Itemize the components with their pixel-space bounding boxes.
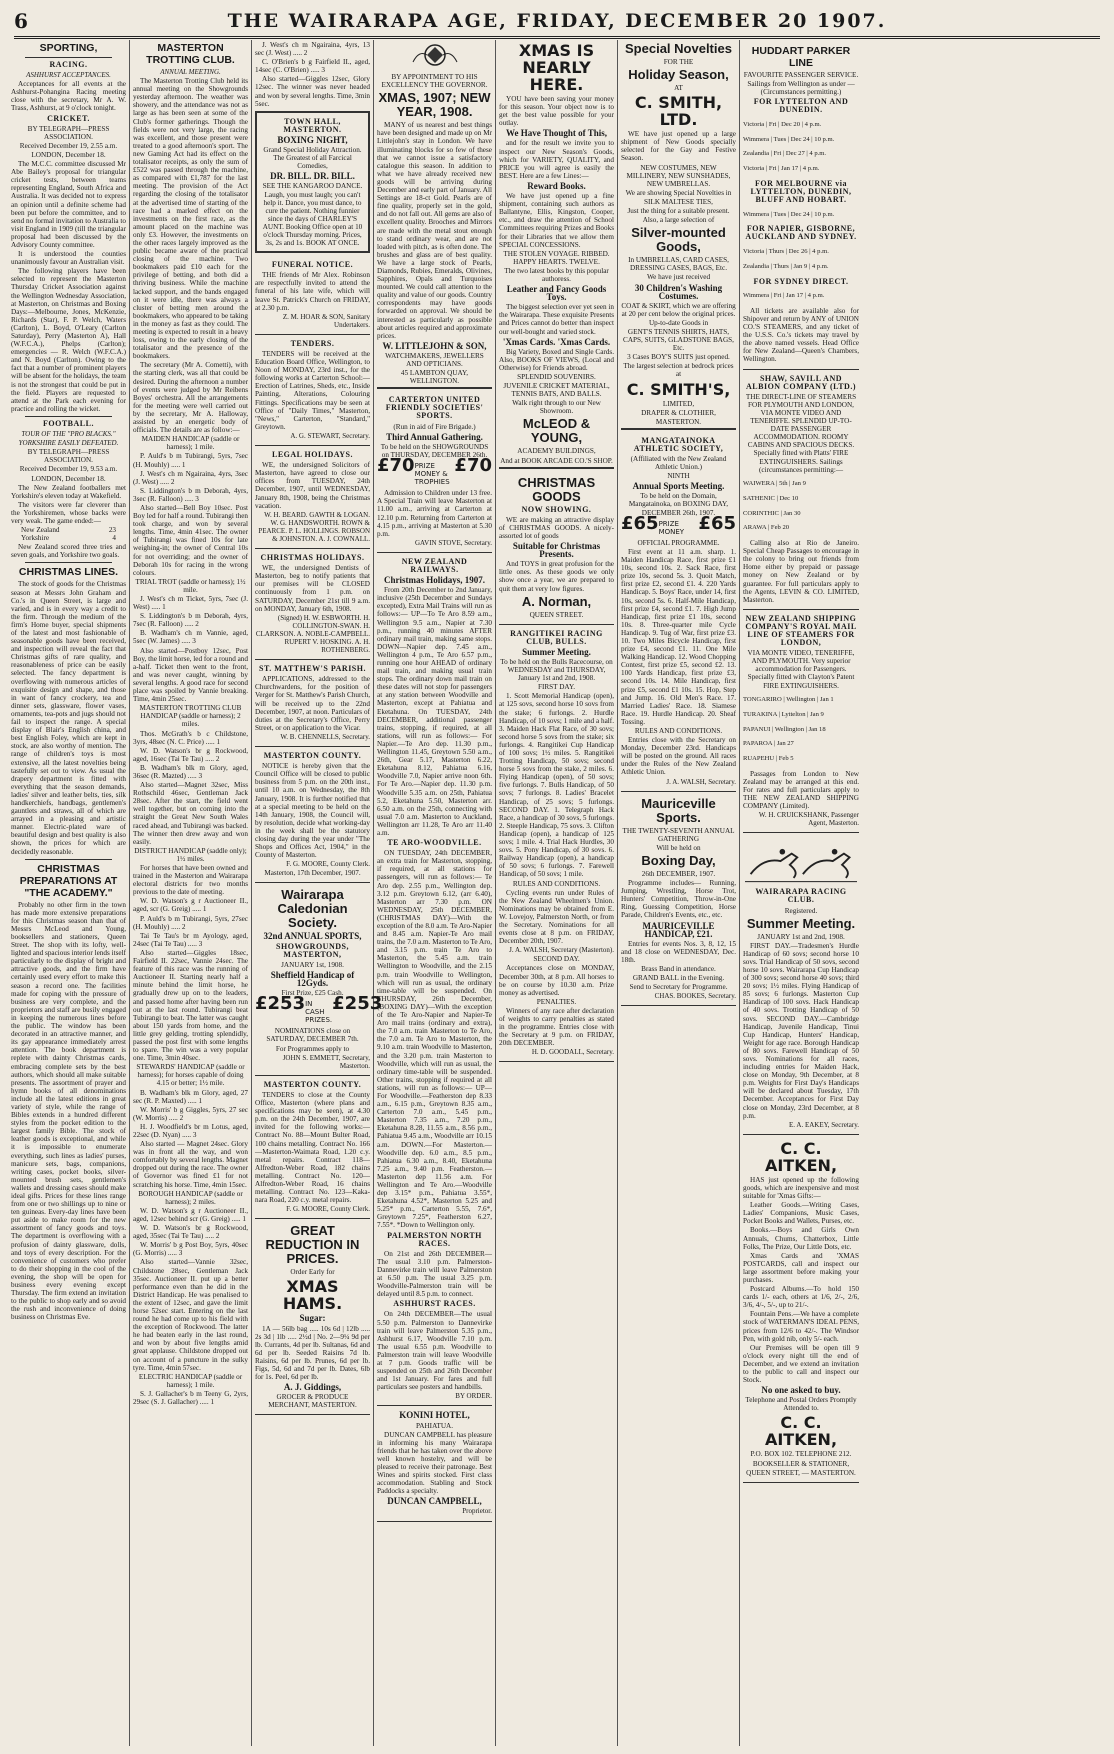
advert-wairarapa-racing: WAIRARAPA RACING CLUB. Registered. Summer Meeting. JANUARY 1st and 2nd, 1908. FIRST DAY.—Tradesmen's Hurdle Handicap of 60 sovs; second horse 10 sovs. Trial Handicap of 50 sovs, second horse 10 sovs. Wairarapa Cup Handicap of 300 sovs; second horse 40 sovs; third 20 sovs; 1½ miles. Flying Handicap of 85 sovs; 6 furlongs. Masterton Cup Handicap of 100 sovs. Hack Handicap of 40 sovs. Trotting Handicap of 50 sovs. SECOND DAY.—Cambridge Handicap, Juvenile Handicap, Tinui Cup Handicap, Hunters' Handicap, Weight for age race. Borough Handicap of 80 sovs. Farewell Handicap of 50 sovs. Nominations for all races, including entries for Maiden Hack, close on Monday, 9th December, at 8 p.m. Weights for First Day's Handicaps will be declared about Tuesday, 17th December. Acceptances for First Day close on Monday, 23rd December, at 8 p.m. E. A. EAKEY, Secretary.	[743, 833, 859, 1135]
subheading: CRICKET.	[47, 113, 90, 123]
article-text: New Zealand scored three tries and seven goals, and Yorkshire two goals.	[11, 543, 126, 560]
article-text: The Masterton Trotting Club held its annual meeting on the Showgrounds yesterday afternoon. The weather was showery, and the attendance was not as large as has been seen at some of the Club's former gatherings. Though the fields were not very large, the racing was excellent, and those present were treated to a good afternoon's sport. The new Gaming Act had its effect on the totalisator receipts, as only the sum of £522 was passed through the machine, as compared with £1,787 for the last meeting. The provision of the Act regarding the closing of the totalisator at the advertised time of starting of the race had a marked effect on the investments on the first race, as the amount placed on the machine was only £3. However, the investments on the other races largely improved as the public became aware of the practical closing of the machine. Two bookmakers paid £10 each for the privilege of betting, and both did a thriving business. While the machine lacked support, and the bands engaged on it were idle, there was always a cluster of betting men around the bookmakers, who appeared to be taking in the money as fast as they could. The meeting is expected to result in a heavy loss, owing to the early closing of the totalisator and the presence of the bookmakers.	[133, 77, 248, 361]
race-result: Thos. McGrath's b c Childstone, 3yrs, 48sec (N. C. Price) ..... 1	[133, 729, 248, 746]
subheading: RACING.	[49, 60, 88, 69]
race-result: W. D. Watson's g r Auctioneer II., aged, 12sec behind scr (G. Greig) ..... 1	[133, 1206, 248, 1223]
race-result: J. West's ch m Ngairaina, 4yrs, 13 sec (J. West) ..... 2	[255, 41, 370, 58]
column-7	[740, 40, 862, 1746]
article-text: The visitors were far cleverer than the Yorkshiremen, whose backs were very weak. The game ended:—	[11, 500, 126, 525]
race-result: S. Liddington's b m Deborah, 4yrs, 7sec (R. Falloon) ..... 2	[133, 612, 248, 629]
royal-crest-icon	[377, 40, 492, 72]
race-result: P. Auld's b m Tubirangi, 5yrs, 7sec (H. Mouhly) ..... 1	[133, 452, 248, 469]
subheading: FOOTBALL.	[43, 418, 94, 428]
advert-christmas-holidays: CHRISTMAS HOLIDAYS. WE, the undersigned Dentists of Masterton, beg to notify patients that our premises will be CLOSED continuously from 1 p.m. on SATURDAY, December 21st till 9 a.m. on MONDAY, January 6th, 1908. (Signed) H. W. ESBWORTH. H. COLLINGTON-SWAN. H. CLARKSON. A. NOBLE-CAMPBELL. RUPERT V. HOSKING. A. H. ROTHENBERG.	[255, 549, 370, 660]
subheading: ASHHURST ACCEPTANCES.	[26, 71, 111, 80]
advert-konini-hotel: KONINI HOTEL, PAHIATUA. DUNCAN CAMPBELL has pleasure in informing his many Wairarapa friends that he has taken over the above well known hostelry, and will be pleased to receive their patronage. Best Wines and spirits stocked. First class accommodation. Stabling and Stock Paddocks a specialty. DUNCAN CAMPBELL, Proprietor.	[377, 1406, 492, 1521]
column-6: Special Novelties FOR THE Holiday Season, AT C. SMITH, LTD. WE have just opened up a large shipment of New Goods specially selected for the Gay and Festive Season. NEW COSTUMES, NEW MILLINERY, NEW SUNSHADES, NEW UMBRELLAS. We are showing Special Novelties in SILK MALTESE TIES, Just the thing for a suitable present. Also, a large selection of Silver-mounted Goods, In UMBRELLAS, CARD CASES, DRESSING CASES, BAGS, Etc. We have just received 30 Children's Washing Costumes. COAT & SKIRT, which we are offering at 20 per cent below the original prices. Up-to-date Goods in GENT'S TENNIS SHIRTS, HATS, CAPS, SUITS, GLADSTONE BAGS, Etc. 3 Cases BOY'S SUITS just opened. The largest selection at bedrock prices at C. SMITH'S, LIMITED, DRAPER & CLOTHIER, MASTERTON. MANGATAINOKA ATHLETIC SOCIETY, (Affiliated with the New Zealand Athletic Union.) NINTH Annual Sports Meeting. To be held on the Domain, Mangatainoka, on BOXING DAY, DECEMBER 26th, 1907. £65 PRIZE MONEY £65 OFFICIAL PROGRAMME. First event at 11 a.m. sharp. 1. Maiden Handicap Race, first prize £1 10s, second 10s. 2. Sack Race, first prize 10s, second 5s. 3. Quoit Match, first prize £2, second £1. 4. 220 Yards Handicap. 5. Boys' Race, under 14, first 10s, second 5s. 6. Half-Mile Handicap, first prize £4, second £1. 7. High Jump Handicap, first prize £1 10s, second 10s. 8. Three-quarter mile Cycle Handicap. 9. Tug of War, first prize £3. 10. Two Miles Bicycle Handicap, first prize £4, second £1. 11. One Mile Walking Handicap. 12. Wood Chopping Contest, first prize £5, second £2. 13. 100 Yards Handicap, first prize £3, second 10s. 14. Mile Handicap, first prize £5, second £1 10s. 15. Hop, Step and Jump. 16. Old Men's Race. 17. Married Ladies' Race. 18. Siamese Race. 19. Hurdle Handicap. 20. Sheaf Tossing. RULES AND CONDITIONS. Entries close with the Secretary on Monday, December 23rd. Handicaps will be posted on the ground. All races under the Rules of the New Zealand Athletic Union. J. A. WALSH, Secretary. Mauriceville Sports. THE TWENTY-SEVENTH ANNUAL GATHERING Will be held on Boxing Day, 26th DECEMBER, 1907. Programme includes— Running, Jumping, Wrestling, Horse Trot, Hunters' Competition, Throw-in-One Ring, Guessing Competition, Horse Parade, Children's Events, etc., etc. MAURICEVILLE HANDICAP, £21. Entries for events Nos. 3, 8, 12, 15 and 18 close on WEDNESDAY, Dec. 18th. Brass Band in attendance. GRAND BALL in the Evening. Send to Secretary for Programme. CHAS. BOOKES, Secretary.	[618, 40, 740, 1746]
article-text: Also started—Giggles 12sec, Glory 12sec. The winner was never headed and won by several lengths. Time, 3min 5sec.	[255, 75, 370, 108]
article-text: MANY of us nearest and best things have been designed and made up on Mr Littlejohn's stay in London. We have illuminating blocks for so few of these that we cannot issue a satisfactory catalogue this season. In addition to what we have already received new goods will be arriving during December and early part of January. All Settings are 18-ct Gold. Pearls are of fine quality, properly set in the gold, and do not fall out. All gems are also of excellent quality. Brooches and Mirrors are made with the metal stout enough to stand ordinary wear, and are not loaded with pitch, as is often done. The brushes and glass are of best quality. We have a large stock of Pearls, Diamonds, Rubies, Emeralds, Olivines, Sapphires, Opals and Turquoises mounted. We could call attention to the quality and value of our goods. Country correspondents may have goods forwarded on approval. We should be interested as particularly as possible about articles required and approximate prices.	[377, 121, 492, 340]
subheading: TOUR OF THE "PRO BLACKS."	[21, 430, 116, 439]
advert-friendly-societies: CARTERTON UNITED FRIENDLY SOCIETIES' SPORTS. (Run in aid of Fire Brigade.) Third Annual Gathering. To be held on the SHOWGROUNDS on THURSDAY, DECEMBER 26th. £70 PRIZE MONEY & TROPHIES £70 Admission to Children under 13 free. A Special Train will leave Masterton at 11.00 a.m., arriving at Carterton at 12.10 p.m. Returning from Carterton at 4.15 p.m., arriving at Masterton at 5.30 p.m. GAVIN STOVE, Secretary.	[377, 391, 492, 553]
race-result: B. Wadham's ch m Vannie, aged, 5sec (W. James) ..... 3	[133, 629, 248, 646]
advert-tenders: TENDERS. TENDERS will be received at the Education Board Office, Wellington, to Noon of MONDAY, 23rd inst., for the following works at Carterton School:— Erection of Latrines, Sheds, etc., Inside Painting, Alterations, Colouring Fittings. Specifications may be seen at Office of "Daily Times," Masterton, "News," Carterton, "Standard," Greytown. A. G. STEWART, Secretary.	[255, 335, 370, 446]
race-result: W. D. Watson's g r Auctioneer II., aged, scr (G. Greig) ..... 1	[133, 897, 248, 914]
masthead	[14, 6, 1100, 39]
article-text: Also started—Postboy 12sec, Post Boy, the limit horse, led for a round and a-half. Ticket then went to the front, and was never caught, winning by several lengths. A good race for second place was spoiled by Vannie breaking. Time, 4min 25sec.	[133, 646, 248, 704]
race-result: S. Liddington's b m Deborah, 4yrs, 3sec (R. Falloon) ..... 3	[133, 486, 248, 503]
column-3	[252, 40, 383, 1746]
race-result: J. West's ch m Ticket, 5yrs, 7sec (J. West) ..... 1	[133, 595, 248, 612]
score-row: New Zealand 23	[21, 526, 116, 535]
dateline: Received December 19, 2.55 a.m.	[19, 141, 118, 150]
race-heading: DISTRICT HANDICAP (saddle only); 1½ miles.	[134, 846, 247, 863]
race-result: P. Auld's b m Tubirangi, 5yrs, 27sec (H. Mouhly) ..... 2	[133, 914, 248, 931]
appointment-line: BY APPOINTMENT TO HIS EXCELLENCY THE GOVERNOR.	[381, 73, 488, 90]
prize-money-row: £70 PRIZE MONEY & TROPHIES £70	[377, 454, 492, 487]
score-row: Yorkshire 4	[21, 534, 116, 543]
article-text: Also started—Giggles 18sec, Fairfield II. 22sec, Vannie 24sec. The feature of this race was the running of Auctioneer II. Starting nearly half a minute behind the limit horse, he gradually drew up on to the leaders, and passed home after having been run out at the last round. Tubirangi beat Tubirangi to beat. The latter was caught about 150 yards from home, and the little grey gelding, trotting splendidly, passed the post first with some lengths to spare. The win was a very popular one. Time, 3min 40sec.	[133, 948, 248, 1063]
subheading: ANNUAL MEETING.	[160, 68, 221, 76]
advert-norman: CHRISTMAS GOODS NOW SHOWING. WE are making an attractive display of CHRISTMAS GOODS. A nicely-assorted lot of goods Suitable for Christmas Presents. And TOYS in great profusion for the little ones. As these goods we only show once a year, we are prepared to quit them at very low figures. A. Norman, QUEEN STREET.	[499, 471, 614, 625]
heading: XMAS, 1907; NEW YEAR, 1908.	[378, 90, 491, 120]
column-5: XMAS IS NEARLY HERE. YOU have been saving your money for this season. Your object now is to get the best value possible for your outlay. We Have Thought of This, and for the result we invite you to inspect our New Season's Goods, which for VARIETY, QUALITY, and PRICE you will agree is easily the BEST. Here are a few Lines:— Reward Books. We have just opened up a fine shipment, containing such authors as Ballantyne, Ellis, Kingston, Cooper, etc., and draw the attention of School Committees requiring Prizes and Books for their Libraries that we allow them SPECIAL CONCESSIONS. THE STOLEN VOYAGE. RIBBED. HAPPY HEARTS. TWELVE. The two latest books by this popular authoress. Leather and Fancy Goods Toys. The biggest selection ever yet seen in the Wairarapa. These exquisite Presents and Prices cannot do better than inspect our well-bought and varied stock. 'Xmas Cards. 'Xmas Cards. Big Variety, Boxed and Single Cards. Also, BOOKS OF VIEWS, (Local and Otherwise) for Friends abroad. SPLENDID SOUVENIRS. JUVENILE CRICKET MATERIAL, TENNIS BATS, AND BALLS. Walk right through to our New Showroom. McLEOD & YOUNG, ACADEMY BUILDINGS, And at BOOK ARCADE CO.'S SHOP. CHRISTMAS GOODS NOW SHOWING. WE are making an attractive display of CHRISTMAS GOODS. A nicely-assorted lot of goods Suitable for Christmas Presents. And TOYS in great profusion for the little ones. As these goods we only show once a year, we are prepared to quit them at very low figures. A. Norman, QUEEN STREET. RANGITIKEI RACING CLUB, BULLS. Summer Meeting. To be held on the Bulls Racecourse, on WEDNESDAY and THURSDAY, January 1st and 2nd, 1908. FIRST DAY. 1. Scott Memorial Handicap (open), at 125 sovs, second horse 10 sovs from the stake; 6 furlongs. 2. Hurdle Handicap, of 10 sovs; 1 mile and a half. 3. Maiden Hack Flat Race, of 30 sovs; second horse 5 sovs from the stake; six furlongs. 4. Rangitikei Cup Handicap of 100 sovs; 1½ miles. 5. Rangitikei Trotting Handicap, 50 sovs; second horse 5 sovs from the stake, 2 miles. 6. Flying Handicap (open), of 50 sovs; five furlongs. 7. Bulls Handicap, of 50 sovs; 7 furlongs. 8. Ladies' Bracelet Handicap, of 25 sovs; 5 furlongs. SECOND DAY. 1. Telegraph Hack Race, a handicap of 30 sovs, 5 furlongs. 2. Steeple Handicap, 75 sovs. 3. Clifton Handicap (open), a handicap of 125 sovs; 1 mile. 4. Trial Hack Hurdles, 30 sovs. 5. Pony Handicap, of 30 sovs. 6. Railway Handicap (open), a handicap of 50 sovs; 6 furlongs. 7. Farewell Handicap, of 50 sovs; 1 mile. RULES AND CONDITIONS. Cycling events run under Rules of the New Zealand Wheelmen's Union. Nominations may be obtained from E. W. Lovejoy, Palmerston North, or from the Secretary. Nominations for all events close at 8 p.m. on FRIDAY, December 20th, 1907. J. A. WALSH, Secretary (Masterton). SECOND DAY. Acceptances close on MONDAY, December 30th, at 8 p.m. All horses to be on course by 10.30 a.m. Prize money as advertised. PENALTIES. Winners of any race after declaration of weights to carry penalties as stated in the programme. Entries close with the Secretary at 9 p.m. on FRIDAY, 20th DECEMBER. H. D. GOODALL, Secretary.	[496, 40, 618, 1746]
advert-nz-shipping: NEW ZEALAND SHIPPING COMPANY'S ROYAL MAIL LINE OF STEAMERS FOR LONDON, VIA MONTE VIDEO, TENERIFFE, AND PLYMOUTH. Very superior accommodation for Passengers. Specially fitted with Clayton's Patent FIRE EXTINGUISHERS. TONGARIRO | Wellington | Jan 1 TURAKINA | Lyttelton | Jan 9 PAPANUI | Wellington | Jan 18 PAPAROA | Jan 27 RUAPEHU | Feb 5 Passages from London to New Zealand may be arranged at this end. For rates and full particulars apply to THE NEW ZEALAND SHIPPING COMPANY (Limited). W. H. CRUICKSHANK, Passenger Agent, Masterton.	[743, 610, 859, 834]
advert-caledonian: Wairarapa Caledonian Society. 32nd ANNUAL SPORTS, SHOWGROUNDS, MASTERTON, JANUARY 1st, 1908. Sheffield Handicap of 12Gyds. First Prize, £25 Cash. £253 IN CASH PRIZES. £253 NOMINATIONS close on SATURDAY, DECEMBER 7th. For Programmes apply to JOHN S. EMMETT, Secretary, Masterton.	[255, 883, 370, 1075]
advert-rangitikei: RANGITIKEI RACING CLUB, BULLS. Summer Meeting. To be held on the Bulls Racecourse, on WEDNESDAY and THURSDAY, January 1st and 2nd, 1908. FIRST DAY. 1. Scott Memorial Handicap (open), at 125 sovs, second horse 10 sovs from the stake; 6 furlongs. 2. Hurdle Handicap, of 10 sovs; 1 mile and a half. 3. Maiden Hack Flat Race, of 30 sovs; second horse 5 sovs from the stake; six furlongs. 4. Rangitikei Cup Handicap of 100 sovs; 1½ miles. 5. Rangitikei Trotting Handicap, 50 sovs; second horse 5 sovs from the stake, 2 miles. 6. Flying Handicap (open), of 50 sovs; five furlongs. 7. Bulls Handicap, of 50 sovs; 7 furlongs. 8. Ladies' Bracelet Handicap, of 25 sovs; 5 furlongs. SECOND DAY. 1. Telegraph Hack Race, a handicap of 30 sovs, 5 furlongs. 2. Steeple Handicap, 75 sovs. 3. Clifton Handicap (open), a handicap of 125 sovs; 1 mile. 4. Trial Hack Hurdles, 30 sovs. 5. Pony Handicap, of 30 sovs. 6. Railway Handicap (open), a handicap of 50 sovs; 6 furlongs. 7. Farewell Handicap, of 50 sovs; 1 mile. RULES AND CONDITIONS. Cycling events run under Rules of the New Zealand Wheelmen's Union. Nominations may be obtained from E. W. Lovejoy, Palmerston North, or from the Secretary. Nominations for all events close at 8 p.m. on FRIDAY, December 20th, 1907. J. A. WALSH, Secretary (Masterton). SECOND DAY. Acceptances close on MONDAY, December 30th, at 8 p.m. All horses to be on course by 10.30 a.m. Prize money as advertised. PENALTIES. Winners of any race after declaration of weights to carry penalties as stated in the programme. Entries close with the Secretary at 9 p.m. on FRIDAY, 20th DECEMBER. H. D. GOODALL, Secretary.	[499, 625, 614, 1063]
advert-mauriceville: Mauriceville Sports. THE TWENTY-SEVENTH ANNUAL GATHERING Will be held on Boxing Day, 26th DECEMBER, 1907. Programme includes— Running, Jumping, Wrestling, Horse Trot, Hunters' Competition, Throw-in-One Ring, Guessing Competition, Horse Parade, Children's Events, etc., etc. MAURICEVILLE HANDICAP, £21. Entries for events Nos. 3, 8, 12, 15 and 18 close on WEDNESDAY, Dec. 18th. Brass Band in attendance. GRAND BALL in the Evening. Send to Secretary for Programme. CHAS. BOOKES, Secretary.	[621, 792, 736, 1007]
race-result: W. Morris' b g Post Boy, 5yrs, 40sec (G. Morris) ..... 3	[133, 1241, 248, 1258]
advert-legal-holidays: LEGAL HOLIDAYS. WE, the undersigned Solicitors of Masterton, have agreed to close our offices from TUESDAY, 24th December, 1907, until WEDNESDAY, January 8th, 1908, being the Christmas vacation. W. H. BEARD. GAWTH & LOGAN. W. G. HANDSWORTH. ROWN & PEARCE. P. L. HOLLINGS. ROBSON & JOHNSTON. A. J. COWNALL.	[255, 446, 370, 549]
race-result: B. Wadham's blk m Glory, aged, 27 sec (R. P. Maxted) ..... 1	[133, 1088, 248, 1105]
column-2	[130, 40, 252, 1746]
column-4: BY APPOINTMENT TO HIS EXCELLENCY THE GOVERNOR. XMAS, 1907; NEW YEAR, 1908. MANY of us nearest and best things have been designed and made up on Mr Littlejohn's stay in London. We have illuminating blocks for so few of these that we cannot issue a satisfactory catalogue this season. In addition to what we have already received new goods will be arriving during December and early part of January. All Settings are 18-ct Gold. Pearls are of fine quality, properly set in the gold, and do not fall out. All gems are also of excellent quality. Brooches and Mirrors are made with the metal stout enough to stand ordinary wear, and are not loaded with pitch, as is often done. The brushes and glass are of best quality. We have a large stock of Pearls, Diamonds, Rubies, Emeralds, Olivines, Sapphires, Opals and Turquoises mounted. We could call attention to the quality and value of our goods. Country correspondents may have goods forwarded on approval. We should be interested as particularly as possible about articles required and approximate prices. W. LITTLEJOHN & SON, WATCHMAKERS, JEWELLERS AND OPTICIANS. 45 LAMBTON QUAY, WELLINGTON. CARTERTON UNITED FRIENDLY SOCIETIES' SPORTS. (Run in aid of Fire Brigade.) Third Annual Gathering. To be held on the SHOWGROUNDS on THURSDAY, DECEMBER 26th. £70 PRIZE MONEY & TROPHIES £70 Admission to Children under 13 free. A Special Train will leave Masterton at 11.00 a.m., arriving at Carterton at 12.10 p.m. Returning from Carterton at 4.15 p.m., arriving at Masterton at 5.30 p.m. GAVIN STOVE, Secretary. NEW ZEALAND RAILWAYS. Christmas Holidays, 1907. From 20th December to 2nd January, inclusive (25th December and Sundays excepted), Extra Mail Trains will run as follows:— UP—To Te Aro 8.59 a.m., Wellington 9.5 a.m., Napier at 7.30 p.m., running 40 minutes AFTER ordinary mail train, making same stops. DOWN—Napier dep. 7.45 a.m., Wellington 4 p.m., Te Aro 6.57 p.m., running one hour AHEAD of ordinary mail train, and making usual train stops. The ordinary down mail train on these dates will not stop for passengers at any station between Woodville and Masterton, except at Pahiatua and Eketahuna. On TUESDAY, 24th DECEMBER, additional passenger trains, stopping, if required, at all stations, will run as follows:— For Napier.—Te Aro dep. 11.30 p.m., Wellington 11.45, Greytown 5.50 a.m., 26th, Gear 5.17, Masterton 6.22, Eketahuna 8.12, Pahiatua 6.16, Woodville 7.0, Napier arrive noon 6th. For Te Aro.—Napier dep. 11.30 p.m. Woodville 5.35 a.m. on 25th, Pahiatua 5.2, Eketahuna 5.50, Masterton arr. 6.50 a.m. on the 25th, connecting with usual 7.0 a.m. Masterton to Auckland, Wellington arr 11.28, Te Aro arr 11.40 a.m. TE ARO-WOODVILLE. ON TUESDAY, 24th DECEMBER, an extra train for Masterton, stopping, if required, at all stations for passengers, will run as follows:— Te Aro dep. 2.55 p.m., Wellington dep. 3.12 p.m. Greytown 6.12, (arr 6.40), Masterton arr 7.30 p.m. ON WEDNESDAY, 25th DECEMBER, (CHRISTMAS DAY)—With the exception of the 8.0 a.m. Te Aro-Napier and 8.45 a.m. Napier-Te Aro mail trains, the 7.0 a.m. Masterton to Te Aro, and 3.15 p.m. train Te Aro to Masterton, the 5.45 a.m. train Wellington to Woodville, and the 2.15 p.m. train Woodville to Wellington, which will run as usual, the ordinary time-table will be suspended. On THURSDAY, 26th December, (BOXING DAY)—With the exception of the Te Aro-Napier and Napier-Te Aro mail trains (ordinary and extra), the 7.0 a.m. train Masterton to Te Aro, the 7.0 a.m. Te Aro to Masterton, the 9.10 a.m. train Woodville to Masterton, and the 3.20 p.m. train Masterton to Woodville, which will run as usual, the ordinary time-table will be suspended. Other trains, stopping if required at all stations, will run as follows:— UP—For Woodville.—Featherston dep 8.33 a.m., 6.15 p.m., Greytown 8.35 a.m., Carterton 7.0 a.m., 5.45 p.m., Masterton 7.35 a.m., 7.20 p.m., Eketahuna 8.28, 11.55 a.m., 8.56 p.m., Pahiatua 9.45 a.m., Woodville arr 10.15 a.m. DOWN.—For Masterton.—Woodville dep. 6.0 a.m., 8.5 p.m., Pahiatua 6.30 a.m., 8.40, Eketahuna 7.25 a.m., 9.40 p.m. Featherston.—Masterton dep 11.56 a.m. For Wellington and Te Aro.—Woodville dep 3.15* p.m., Pahiatua 3.55*, Eketahuna 4.52*, Masterton 5.25 and 5.25* p.m., Carterton 5.55, 7.6*, Greytown 7.25*, Featherston 6.27, 7.55*. *Down to Wellington only. PALMERSTON NORTH RACES. On 21st and 26th DECEMBER—The usual 3.10 p.m. Palmerston-Dannevirke train will leave Palmerston at 6.50 p.m. The usual 3.25 p.m. Woodville-Palmerston train will be delayed until 8.5 p.m. to connect. ASHHURST RACES. On 24th DECEMBER—The usual 5.50 p.m. Palmerston to Dannevirke train will leave Palmerston 5.35 p.m., Ashhurst 6.17, Woodville 7.10 p.m. The usual 6.55 p.m. Woodville to Palmerston train will leave Woodville at 7 p.m. Goods traffic will be suspended on 25th and 26th December and 1st January. For fares and full particulars see posters and handbills. BY ORDER. KONINI HOTEL, PAHIATUA. DUNCAN CAMPBELL has pleasure in informing his many Wairarapa friends that he has taken over the above well known hostelry, and will be pleased to receive their patronage. Best Wines and spirits stocked. First class accommodation. Stabling and Stock Paddocks a specialty. DUNCAN CAMPBELL, Proprietor.	[374, 40, 496, 1746]
advert-railways: NEW ZEALAND RAILWAYS. Christmas Holidays, 1907. From 20th December to 2nd January, inclusive (25th December and Sundays excepted), Extra Mail Trains will run as follows:— UP—To Te Aro 8.59 a.m., Wellington 9.5 a.m., Napier at 7.30 p.m., running 40 minutes AFTER ordinary mail train, making same stops. DOWN—Napier dep. 7.45 a.m., Wellington 4 p.m., Te Aro 6.57 p.m., running one hour AHEAD of ordinary mail train, and making usual train stops. The ordinary down mail train on these dates will not stop for passengers at any station between Woodville and Masterton, except at Pahiatua and Eketahuna. On TUESDAY, 24th DECEMBER, additional passenger trains, stopping, if required, at all stations, will run as follows:— For Napier.—Te Aro dep. 11.30 p.m., Wellington 11.45, Greytown 5.50 a.m., 26th, Gear 5.17, Masterton 6.22, Eketahuna 8.12, Pahiatua 6.16, Woodville 7.0, Napier arrive noon 6th. For Te Aro.—Napier dep. 11.30 p.m. Woodville 5.35 a.m. on 25th, Pahiatua 5.2, Eketahuna 5.50, Masterton arr. 6.50 a.m. on the 25th, connecting with usual 7.0 a.m. Masterton to Auckland, Wellington arr 11.28, Te Aro arr 11.40 a.m. TE ARO-WOODVILLE. ON TUESDAY, 24th DECEMBER, an extra train for Masterton, stopping, if required, at all stations for passengers, will run as follows:— Te Aro dep. 2.55 p.m., Wellington dep. 3.12 p.m. Greytown 6.12, (arr 6.40), Masterton arr 7.30 p.m. ON WEDNESDAY, 25th DECEMBER, (CHRISTMAS DAY)—With the exception of the 8.0 a.m. Te Aro-Napier and 8.45 a.m. Napier-Te Aro mail trains, the 7.0 a.m. Masterton to Te Aro, and 3.15 p.m. train Te Aro to Masterton, the 5.45 a.m. train Wellington to Woodville, and the 2.15 p.m. train Woodville to Wellington, which will run as usual, the ordinary time-table will be suspended. On THURSDAY, 26th December, (BOXING DAY)—With the exception of the Te Aro-Napier and Napier-Te Aro mail trains (ordinary and extra), the 7.0 a.m. train Masterton to Te Aro, the 7.0 a.m. Te Aro to Masterton, the 9.10 a.m. train Woodville to Masterton, and the 3.20 p.m. train Masterton to Woodville, which will run as usual, the ordinary time-table will be suspended. Other trains, stopping if required at all stations, will run as follows:— UP—For Woodville.—Featherston dep 8.33 a.m., 6.15 p.m., Greytown 8.35 a.m., Carterton 7.0 a.m., 5.45 p.m., Masterton 7.35 a.m., 7.20 p.m., Eketahuna 8.28, 11.55 a.m., 8.56 p.m., Pahiatua 9.45 a.m., Woodville arr 10.15 a.m. DOWN.—For Masterton.—Woodville dep. 6.0 a.m., 8.5 p.m., Pahiatua 6.30 a.m., 8.40, Eketahuna 7.25 a.m., 9.40 p.m. Featherston.—Masterton dep 11.56 a.m. For Wellington and Te Aro.—Woodville dep 3.15* p.m., Pahiatua 3.55*, Eketahuna 4.52*, Masterton 5.25 and 5.25* p.m., Carterton 5.55, 7.6*, Greytown 7.25*, Featherston 6.27, 7.55*. *Down to Wellington only. PALMERSTON NORTH RACES. On 21st and 26th DECEMBER—The usual 3.10 p.m. Palmerston-Dannevirke train will leave Palmerston at 6.50 p.m. The usual 3.25 p.m. Woodville-Palmerston train will be delayed until 8.5 p.m. to connect. ASHHURST RACES. On 24th DECEMBER—The usual 5.50 p.m. Palmerston to Dannevirke train will leave Palmerston 5.35 p.m., Ashhurst 6.17, Woodville 7.10 p.m. The usual 6.55 p.m. Woodville to Palmerston train will leave Woodville at 7 p.m. Goods traffic will be suspended on 25th and 26th December and 1st January. For fares and full particulars see posters and handbills. BY ORDER.	[377, 553, 492, 1407]
heading: SPORTING,	[39, 42, 98, 54]
dateline: LONDON, December 18.	[31, 474, 106, 483]
advert-funeral: FUNERAL NOTICE. THE friends of Mr Alex. Robinson are respectfully invited to attend the funeral of his late wife, which will leave St. Patrick's Church on FRIDAY, at 2.30 p.m. Z. M. HOAR & SON, Sanitary Undertakers.	[255, 256, 370, 335]
race-result: W. D. Watson's br g Rockwood, aged, 35sec (Tai Te Tau) ..... 2	[133, 1224, 248, 1241]
race-result: W. D. Watson's br g Rockwood, aged, 16sec (Tai Te Tau) ..... 2	[133, 746, 248, 763]
race-heading: MAIDEN HANDICAP (saddle or harness); 1 mile.	[141, 435, 240, 452]
race-heading: ELECTRIC HANDICAP (saddle or harness); 1 mile.	[138, 1372, 243, 1389]
article-text: The stock of goods for the Christmas season at Messrs John Graham and Co.'s in Queen Street, is large and varied, and is in every way a credit to the firm. Through the medium of the firm's Home buyer, special shipments of the latest and most fashionable of seasonable goods have been received, and inspection will reveal the fact that Christmas gifts of rare quality, and reasonableness of price can be easily selected. The fancy department is overflowing with numerous articles of exquisite design and shape, and those in want of fancy crockery, tea and dinner sets, glassware, flower vases, ornaments, tea-pots and jugs should not fail to inspect the range. A special display of Blair's English china, and best English Foley, which are kept in stock, are also worthy of mention. The range of children's toys is most extensive, all the latest novelties being tastefully set out to view. As usual the drapery department is fitted with everything that the season demands, ladies' silver and leather belts, ties, silk handkerchiefs, handbags, gentlemen's gauntlets and straws, all of which are arrayed in a pleasing and artistic manner. Electric-plated ware of beautiful design and best quality is also shown, the prices for which are decidedly reasonable.	[11, 580, 126, 856]
byline: BY TELEGRAPH—PRESS ASSOCIATION.	[27, 124, 110, 141]
race-heading: MASTERTON TROTTING CLUB HANDICAP (saddle or harness); 2 miles.	[139, 704, 242, 729]
newspaper-title: THE WAIRARAPA AGE, FRIDAY, DECEMBER 20 1907.	[227, 10, 887, 32]
article-text: Also started—Bell Boy 10sec. Post Boy led for half a round. Tubirangi then took charge, and won by several lengths. Time, 4min 41sec. The owner of Tubirangi was fined 10s for late weighing-in; the owner of Central 10s for not overriding; and the owner of Deborah 10s for racing in the wrong colours.	[133, 503, 248, 577]
advert-st-matthews: ST. MATTHEW'S PARISH. APPLICATIONS, addressed to the Churchwardens, for the position of Verger for St. Matthew's Parish Church, will be received up to the 22nd December, 1907, at noon. Particulars of duties at the Secretary's Office, Perry Street, or on application to the Vicar. W. B. CHENNELLS, Secretary.	[255, 660, 370, 747]
article-text: For horses that have been owned and trained in the Masterton and Wairarapa electoral districts for two months previous to the date of meeting.	[133, 864, 248, 897]
prize-money-row: £65 PRIZE MONEY £65	[621, 512, 736, 536]
dateline: LONDON, December 18.	[31, 150, 106, 159]
page-number: 6	[14, 9, 28, 33]
advert-mangatainoka: MANGATAINOKA ATHLETIC SOCIETY, (Affiliated with the New Zealand Athletic Union.) NINTH Annual Sports Meeting. To be held on the Domain, Mangatainoka, on BOXING DAY, DECEMBER 26th, 1907. £65 PRIZE MONEY £65 OFFICIAL PROGRAMME. First event at 11 a.m. sharp. 1. Maiden Handicap Race, first prize £1 10s, second 10s. 2. Sack Race, first prize 10s, second 5s. 3. Quoit Match, first prize £2, second £1. 4. 220 Yards Handicap. 5. Boys' Race, under 14, first 10s, second 5s. 6. Half-Mile Handicap, first prize £4, second £1. 7. High Jump Handicap, first prize £1 10s, second 10s. 8. Three-quarter mile Cycle Handicap. 9. Tug of War, first prize £3. 10. Two Miles Bicycle Handicap, first prize £4, second £1. 11. One Mile Walking Handicap. 12. Wood Chopping Contest, first prize £5, second £2. 13. 100 Yards Handicap, first prize £3, second 10s. 14. Mile Handicap, first prize £5, second £1 10s. 15. Hop, Step and Jump. 16. Old Men's Race. 17. Married Ladies' Race. 18. Siamese Race. 19. Hurdle Handicap. 20. Sheaf Tossing. RULES AND CONDITIONS. Entries close with the Secretary on Monday, December 23rd. Handicaps will be posted on the ground. All races under the Rules of the New Zealand Athletic Union. J. A. WALSH, Secretary.	[621, 432, 736, 792]
race-heading: STEWARDS' HANDICAP (saddle or harness); for horses capable of doing 4.15 or better; 1½ mile.	[136, 1063, 245, 1088]
heading: CHRISTMAS PREPARATIONS AT "THE ACADEMY."	[19, 862, 118, 899]
article-text: The M.C.C. committee discussed Mr Abe Bailey's proposal for triangular cricket tests, between teams representing England, South Africa and Australia. It was decided not to express an opinion until a definite scheme had been put before the committee, and to send no formal invitation to Australia to visit England in 1909 (till the triangular proposal had been discussed by the Advisory County committee.	[11, 160, 126, 249]
advert-huddart-parker: HUDDART PARKER LINE FAVOURITE PASSENGER SERVICE. Sailings from Wellington as under — (Circumstances permitting.) FOR LYTTELTON AND DUNEDIN. Victoria | Fri | Dec 20 | 4 p.m. Wimmera | Tues | Dec 24 | 10 p.m. Zealandia | Fri | Dec 27 | 4 p.m. Victoria | Fri | Jan 17 | 4 p.m. FOR MELBOURNE via LYTTELTON, DUNEDIN, BLUFF AND HOBART. Wimmera | Tues | Dec 24 | 10 p.m. FOR NAPIER, GISBORNE, AUCKLAND AND SYDNEY. Victoria | Thurs | Dec 26 | 4 p.m. Zealandia | Thurs | Jan 9 | 4 p.m. FOR SYDNEY DIRECT. Wimmera | Fri | Jan 17 | 4 p.m. All tickets are available also for Shipover and return by ANY of UNION CO.'S STEAMERS, and any ticket of the U.S.S. Co.'s tickets may travel by the above named vessels. Head Office for New Zealand—Queen's Chambers, Wellington.	[743, 40, 859, 370]
prize-money-row: £253 IN CASH PRIZES. £253	[255, 993, 383, 1025]
article-text: Acceptances for all events at the Ashhurst-Pohangina Racing meeting close with the secretary, Mr A. W. Trass, Ashhurst, at 9 o'clock tonight.	[11, 80, 126, 113]
racing-horses-icon	[745, 839, 857, 885]
article-text: Also started—Vannie 32sec, Childstone 28sec, Gentleman Jack 35sec. Auctioneer II. put up a better performance even than he did in the District Handicap. He was penalised to the extent of 12sec, and gave the limit horse 52sec start. Entering on the last round he had come up to his field with the exception of Rockwood. The latter he had beaten early in the last round, and won by about five lengths amid great applause. Childstone dropped out on account of a puncture in the sulky tyre. Time, 4min 57sec.	[133, 1258, 248, 1372]
advert-giddings: GREAT REDUCTION IN PRICES. Order Early for XMAS HAMS. Sugar: 1A — 56lb bag ..... 10s 6d | 12lb ..... 2s 3d | 1lb ..... 2½d | No. 2—9¼ 9d per lb. Currants, 4d per lb. Sultanas, 6d and 6d per lb. Seeded Raisins 7d lb. Raisins, 6d per lb. Prunes, 6d per lb. Figs, 5d, 6d and 7d per lb. Dates, 6lb for 1s. Peel, 6d per lb. A. J. Giddings, GROCER & PRODUCE MERCHANT, MASTERTON.	[255, 1219, 370, 1415]
race-result: C. O'Brien's b g Fairfield II., aged, 14sec (C. O'Brien) ..... 3	[255, 58, 370, 75]
advert-aitken: C. C. AITKEN, HAS just opened up the following goods, which are inexpensive and most suitable for 'Xmas Gifts:— Leather Goods.—Writing Cases, Ladies' Companions, Music Cases, Pocket Books and Wallets, Purses, etc. Books.—Boys and Girls Own Annuals, Chums, Chatterbox, Little Folks, The Prize, Our Little Dots, etc. Xmas Cards and 'XMAS POSTCARDS, call and inspect our large assortment before making your purchases. Postcard Albums.—To hold 150 cards 1/- each, others at 1/6, 2/-, 2/6, 3/6, 4/-, 5/-, up to 21/-. Fountain Pens.—We have a complete stock of WATERMAN'S IDEAL PENS, prices from 12/6 to 42/-. The Windsor Pen, with gold nib, only 5/- each. Our Premises will be open till 9 o'clock every night till the end of December, and we extend an invitation to the public to call and inspect our Stock. No one asked to buy. Telephone and Postal Orders Promptly Attended to. C. C. AITKEN, P.O. BOX 102. TELEPHONE 212. BOOKSELLER & STATIONER, QUEEN STREET, — MASTERTON.	[743, 1135, 859, 1483]
column-1	[8, 40, 130, 1746]
article-text: It is understood the counties unanimously favour an Australian visit.	[11, 250, 126, 267]
race-result: S. J. Gallacher's b m Teeny G, 2yrs, 29sec (S. J. Gallacher) ..... 1	[133, 1389, 248, 1406]
advert-town-hall: TOWN HALL, MASTERTON. BOXING NIGHT, Grand Special Holiday Attraction. The Greatest of all Farcical Comedies, DR. BILL. DR. BILL. SEE THE KANGAROO DANCE. Laugh, you must laugh; you can't help it. Dance, you must dance, to cure the patient. Nothing funnier since the days of CHARLEY'S AUNT. Booking Office open at 10 o'clock Thursday morning. Prices, 3s, 2s and 1s. BOOK AT ONCE.	[255, 111, 370, 253]
article-text: Also started — Magnet 24sec. Glory was in front all the way, and won comfortably by several lengths. Magnet dropped out during the race. The owner of Governor was fined £1 for not scratching his horse. Time, 4min 15sec.	[133, 1140, 248, 1189]
advert-masterton-county: MASTERTON COUNTY. NOTICE is hereby given that the Council Office will be closed to public business from 5 p.m. on the 20th inst., until 10 a.m. on Wednesday, the 8th January, 1908. It is further notified that at a special meeting to be held on the 14th January, 1908, the Council will, by resolution, decide what working-day in the week shall be the statutory closing day during the year under "The Shops and Offices Act, 1904," in the County of Masterton. F. G. MOORE, County Clerk. Masterton, 17th December, 1907.	[255, 747, 370, 883]
race-heading: TRIAL TROT (saddle or harness); 1½ mile.	[135, 577, 246, 594]
dateline: Received December 19, 9.53 a.m.	[19, 465, 118, 474]
advert-county-tenders: MASTERTON COUNTY. TENDERS to close at the County Office, Masterton (where plans and specifications may be seen), at 4.30 p.m. on the 24th December, 1907, are invited for the following works:— Contract No. 88—Mount Bulter Road, 100 chains metalling. Contract No. 166—Masterton-Waimata Road, 1.20 c.y. metal repairs. Contract 118—Alfredton-Weber Road, 182 chains metalling. Contract No. 120—Alfredton-Weber Road, 16 chains metalling. Contract No. 123—Kaka-nara Road, 220 c.y. metal repairs. F. G. MOORE, County Clerk.	[255, 1076, 370, 1220]
subheading: YORKSHIRE EASILY DEFEATED.	[18, 439, 119, 448]
heading: MASTERTON TROTTING CLUB.	[146, 42, 235, 66]
columns	[8, 40, 1106, 1746]
advert-shaw-savill: SHAW, SAVILL AND ALBION COMPANY (LTD.) THE DIRECT-LINE OF STEAMERS FOR PLYMOUTH AND LONDON, VIA MONTE VIDEO AND TENERIFFE. SPLENDID UP-TO-DATE PASSENGER ACCOMMODATION. ROOMY CABINS AND SPACIOUS DECKS. Specially fitted with Platts' FIRE EXTINGUISHERS. Sailings (circumstances permitting:— WAIWERA | 5th | Jan 9 SATHENIC | Dec 10 CORINTHIC | Jan 30 ARAWA | Feb 20 Calling also at Rio de Janeiro. Special Cheap Passages to encourage in the colony to bring out friends from Home either by prepaid or passage money on New Zealand or by guarantee. For full particulars apply to the Agents, LEVIN & CO. LIMITED, Masterton.	[743, 370, 859, 610]
byline: BY TELEGRAPH—PRESS ASSOCIATION.	[27, 448, 110, 465]
heading: XMAS IS NEARLY HERE.	[518, 41, 595, 94]
article-text: Also started—Magnet 32sec, Miss Rothschild 46sec, Gentleman Jack 28sec. After the start, the field went well together, but on coming into the straight the Great New South Wales raced ahead, and Tubirangi was backed. The winner then drew away and won easily.	[133, 781, 248, 846]
article-text: The following players have been selected to represent the Masterton Thursday Cricket Association against the Wellington Wednesday Association, at Masterton, on Christmas and Boxing Days:—Melbourne, Jones, McKenzie, Richards (Star), F. P. Welch, Waters (Carlton), L. Boyd, O'Leary (Carlton Saturday), Perry (Masterton A), Hall (W.F.C.A.), Phelps (Carlton); emergencies — R. Welch (W.F.C.A.) and N. Boyd (Carlton). Owing to the fact that a number of prominent players will be absent for the holidays, the team is not the strongest that could be put in the field. Players are requested to attend at the Park each evening for practice and rolling the wicket.	[11, 267, 126, 413]
race-result: J. West's ch m Ngairaina, 4yrs, 3sec (J. West) ..... 2	[133, 469, 248, 486]
race-result: W. Morris' b g Giggles, 5yrs, 27 sec (W. Morris) ..... 2	[133, 1105, 248, 1122]
heading: Special Novelties	[625, 41, 732, 56]
race-heading: BOROUGH HANDICAP (saddle or harness); 2 miles.	[138, 1189, 243, 1206]
article-text: The New Zealand footballers met Yorkshire's eleven today at Wakefield.	[11, 483, 126, 500]
heading: CHRISTMAS LINES.	[18, 566, 119, 579]
article-text: Probably no other firm in the town has made more extensive preparations for this Christmas season than that of Messrs McLeod and Young, booksellers and stationers, Queen Street. The shop with its lofty, well-lighted and spacious interior lends itself particularly to the display of bright and attractive goods, and the firm have certainly used every effort to make this season a record one. The facilities made for coping with the pressure of business are very complete, and the proprietors and staff are busily engaged in keeping the numerous lines before the public. The window has been decorated in an attractive manner, and its gay appearance immediately arrest attention. The book department is replete with dainty Christmas cards, embracing complete sets by the best authors, which should all make suitable presents. The assortment of prayer and hymn books of all denominations include all the latest editions in great variety of style, while the range of Bibles extends in a hundred different styles from the pocket edition to the largest family Bible. The stock of leather goods is exceptional, and while it is impossible to enumerate everything, such lines as ladies' purses, manicure sets, bags, companions, writing cases, pocket books, silver-mounted brush sets, gentlemen's wallets and dressing cases should make ideal gifts. Prices for these lines range from one or two shillings up to nine or ten guineas. Every-day lines have been put aside to make room for the new assortment of fancy goods and toys. The department is overflowing with a profusion of dainty glassware, dolls, and toys of every description. For the convenience of customers who prefer to do their shopping in the cool of the evening, the shop will be open for business every evening except Thursday. The firm extend an invitation to the public to shop early and so avoid the rush and inconvenience of doing business on Christmas Eve.	[11, 900, 126, 1322]
race-result: B. Wadham's blk m Glory, aged, 36sec (R. Mazted) ..... 3	[133, 763, 248, 780]
article-text: The secretary (Mr A. Cometti), with the starting clerk, was all that could be desired. During the afternoon a number of events were judged by Mr Reibens Boyes' orchestra. All the arrangements for the meeting were well carried out by the secretary, Mr A. Halloway, assisted by an energetic body of officials. The details are as follow:—	[133, 361, 248, 435]
race-result: Tai Te Tau's br m Ayology, aged, 24sec (Tai Te Tau) ..... 3	[133, 931, 248, 948]
race-result: H. J. Woodfield's br m Lotus, aged, 22sec (D. Nyan) ..... 3	[133, 1122, 248, 1139]
